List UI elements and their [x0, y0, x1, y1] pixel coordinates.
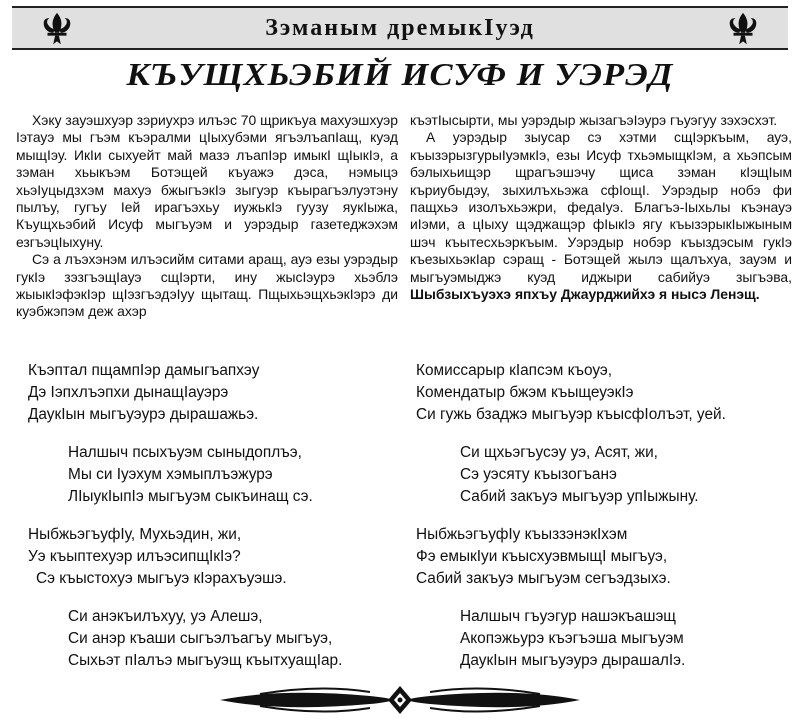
song-verse-left [28, 360, 342, 688]
left-column-prose [16, 112, 398, 321]
verse-line: НыбжьэгъуфIу, Мухьэдин, жи, [28, 526, 242, 543]
stanza [28, 442, 342, 508]
verse-line: Дэ Iэпхлъэпхи дынащIауэрэ [28, 384, 229, 401]
verse-line: Си гужь бзаджэ мыгъуэр къысфIолъэт, уей. [416, 406, 726, 423]
verse-line: Сэ къыстохуэ мыгъуэ кIэрахъуэшэ. [36, 570, 287, 587]
paragraph [410, 129, 792, 303]
verse-line: ДаукIын мыгъуэурэ дырашажьэ. [28, 406, 259, 423]
paragraph: Сэ а лъэхэнэм илъэсийм ситами аращ, ауэ езы уэрэдыр гукIэ зэзгъэщIауэ сщIэрти, ину жысIэурэ хьэблэ жыыкIэфэкIэр щIэзгъэдэIуу щытащ. ПщыхьэщхьэкIэрэ ди куэбжэпэм деж ахэр [16, 251, 398, 320]
right-column-prose [410, 112, 792, 303]
section-rubric [12, 6, 788, 50]
stanza [416, 442, 726, 508]
stanza [416, 524, 726, 590]
song-verse-right [416, 360, 726, 688]
verse-line: Комиссарыр кIапсэм къоуэ, [416, 362, 612, 379]
paragraph: къэтIысырти, мы уэрэдыр жызагъэIэурэ гъуэгуу зэхэсхэт. [410, 112, 778, 128]
paragraph: Хэку зауэшхуэр зэриухрэ илъэс 70 щрикъуа махуэшхуэр Iэтауэ мы гъэм къэралми цIыхубэми ягъэлъапIащ, куэд мыщIэу. ИкIи сыхуейт май мазэ лъапIэр имыкI щIыкIэ, а зэман хьыкъэм Ботэщей къуажэ дэса, нэмыцэ хьэIуцыдзхэм махуэ бжыгъэкIэ зыгуэр къырагъэлуэтэну пылъу, гугъу Iей ирагъэхьу иужькIэ гуузу яукIыжа, Къущхьэбий Исуф мыгъуэм и уэрэдыр газетеджэхэм езгъэцIыхуну. [16, 112, 398, 250]
author-signature: Шыбзыхъуэхэ япхъу Джаурджийхэ я нысэ Ленэщ. [410, 286, 760, 303]
paragraph-text: А уэрэдыр зыусар сэ хэтми сщIэркъым, ауэ, къызэрызгурыIуэмкIэ, езы Исуф тхьэмыщкIэм, а хьэпсым бэлыхьищэр щрагъэшэчу щиса зэман кIэщIым къриубыдэу, зыхилъхьэжа сфIощI. Уэрэдыр нобэ фи пащхьэ изолъхьэжри, федаIуэ. Благъэ-Iыхьлы къэнауэ иIэми, а цIыху щэджащэр фIыкIэ ягу къызэрыкIыжыным шэч къытесхьэркъым. Уэрэдыр нобэр къыздэсым гукIэ къезыхьэкIар сэращ - Ботэщей жылэ щалъхуа, зауэм и мыгъуэмыджэ куэд иджыри сабийуэ зыгъэва, [410, 129, 792, 285]
fleur-de-lis-icon [724, 10, 762, 48]
verse-line: ДаукIын мыгъуэурэ дырашалIэ. [460, 652, 686, 669]
stanza [28, 524, 342, 590]
verse-line: Налшыч гъуэгур нашэкъашэщ [460, 608, 676, 625]
verse-line: ЛIыукIыпIэ мыгъуэм сыкъинащ сэ. [68, 488, 313, 505]
stanza [416, 360, 726, 426]
verse-line: Си анэкъилъхуу, уэ Алешэ, [68, 608, 263, 625]
verse-line: Си щхьэгъусэу уэ, Асят, жи, [460, 444, 658, 461]
verse-line: Къэптал пщампIэр дамыгъапхэу [28, 362, 260, 379]
article-headline: КЪУЩХЬЭБИЙ ИСУФ И УЭРЭД [126, 56, 674, 92]
verse-line: Акопэжьурэ къэгъэша мыгъуэм [460, 630, 684, 647]
verse-line: Фэ емыкIуи къысхуэвмыщI мыгъуэ, [416, 548, 668, 565]
stanza [28, 606, 342, 672]
verse-line: Мы си Iуэхум хэмыплъэжурэ [68, 466, 273, 483]
verse-line: Налшыч псыхъуэм сыныдоплъэ, [68, 444, 302, 461]
stanza [416, 606, 726, 672]
stanza [28, 360, 342, 426]
verse-line: Си анэр къаши сыгъэлъагъу мыгъуэ, [68, 630, 333, 647]
ornamental-divider-icon [220, 684, 580, 716]
verse-line: НыбжьэгъуфIу къыззэнэкIхэм [416, 526, 628, 543]
verse-line: Уэ къыптехуэр илъэсипщIкIэ? [28, 548, 241, 565]
verse-line: Сабий закъуэ мыгъуэм сегъэдзыхэ. [416, 570, 671, 587]
rubric-title: Зэманым дремыкIуэд [265, 15, 535, 41]
verse-line: Сабий закъуэ мыгъуэр упIыжыну. [460, 488, 699, 505]
verse-line: Сыхьэт пIалъэ мыгъуэщ къытхуащIар. [68, 652, 343, 669]
verse-line: Комендатыр бжэм къыщеуэкIэ [416, 384, 634, 401]
verse-line: Сэ уэсяту къызогъанэ [460, 466, 617, 483]
